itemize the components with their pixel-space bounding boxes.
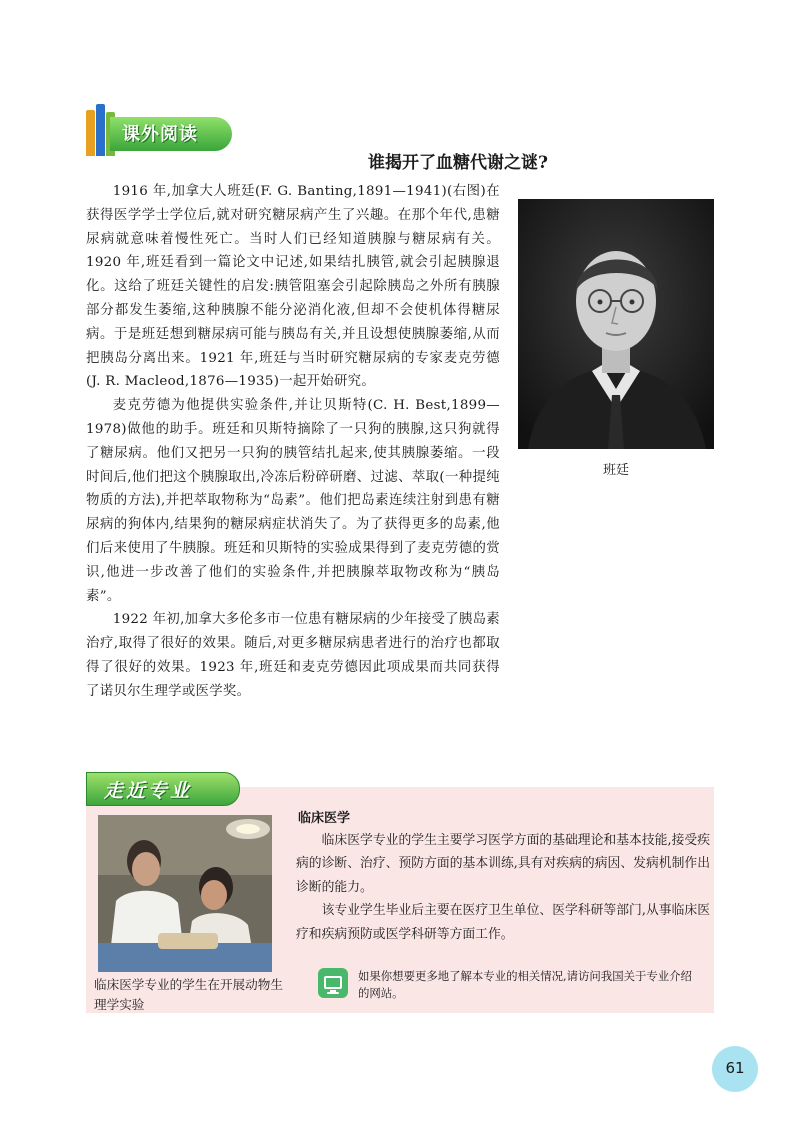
page-number: 61 — [725, 1059, 745, 1077]
major-paragraph: 该专业学生毕业后主要在医疗卫生单位、医学科研等部门,从事临床医疗和疾病预防或医学科研等方面工作。 — [296, 903, 710, 942]
portrait-photo — [518, 199, 714, 449]
major-heading: 临床医学 — [298, 811, 351, 826]
lab-illustration — [98, 815, 272, 972]
book-spine-icon — [86, 110, 95, 156]
article-title: 谁揭开了血糖代谢之谜? — [368, 153, 548, 173]
portrait-illustration — [518, 199, 714, 449]
lab-photo — [98, 815, 272, 972]
website-icon — [318, 968, 348, 998]
website-note: 如果你想要更多地了解本专业的相关情况,请访问我国关于专业介绍的网站。 — [358, 969, 692, 1000]
article-paragraph: 麦克劳德为他提供实验条件,并让贝斯特(C. H. Best,1899—1978)做他的助手。班廷和贝斯特摘除了一只狗的胰腺,这只狗就得了糖尿病。他们又把另一只狗的胰管结扎起来,使其胰腺萎缩。一段时间后,他们把这个胰腺取出,冷冻后粉碎研磨、过滤、萃取(一种提纯物质的方法),并把萃取物称为“岛素”。他们把岛素连续注射到患有糖尿病的狗体内,结果狗的糖尿病症状消失了。为了获得更多的岛素,他们后来使用了牛胰腺。班廷和贝斯特的实验成果得到了麦克劳德的赏识,他进一步改善了他们的实验条件,并把胰腺萃取物改称为“胰岛素”。 — [86, 398, 500, 604]
major-text — [296, 829, 710, 946]
article-paragraph: 1922 年初,加拿大多伦多市一位患有糖尿病的少年接受了胰岛素治疗,取得了很好的效果。随后,对更多糖尿病患者进行的治疗也都取得了很好的效果。1923 年,班廷和麦克劳德因此项成果而共同获得了诺贝尔生理学或医学奖。 — [86, 612, 500, 699]
article-body — [86, 180, 500, 704]
section-label: 课外阅读 — [122, 124, 198, 145]
major-paragraph: 临床医学专业的学生主要学习医学方面的基础理论和基本技能,接受疾病的诊断、治疗、预防方面的基本训练,具有对疾病的病因、发病机制作出诊断的能力。 — [296, 833, 710, 895]
major-section-label: 走近专业 — [104, 780, 193, 802]
article-paragraph: 1916 年,加拿大人班廷(F. G. Banting,1891—1941)(右图)在获得医学学士学位后,就对研究糖尿病产生了兴趣。在那个年代,患糖尿病就意味着慢性死亡。当时人们已经知道胰腺与糖尿病有关。1920 年,班廷看到一篇论文中记述,如果结扎胰管,就会引起胰腺退化。这给了班廷关键性的启发:胰管阻塞会引起除胰岛之外所有胰腺部分都发生萎缩,这种胰腺不能分泌消化液,但却不会使机体得糖尿病。于是班廷想到糖尿病可能与胰岛有关,并且设想使胰腺萎缩,从而把胰岛分离出来。1921 年,班廷与当时研究糖尿病的专家麦克劳德(J. R. Macleod,1876—1935)一起开始研究。 — [86, 184, 500, 390]
book-spine-icon — [96, 104, 105, 156]
portrait-caption: 班廷 — [602, 463, 629, 478]
lab-photo-caption: 临床医学专业的学生在开展动物生理学实验 — [94, 977, 283, 1012]
